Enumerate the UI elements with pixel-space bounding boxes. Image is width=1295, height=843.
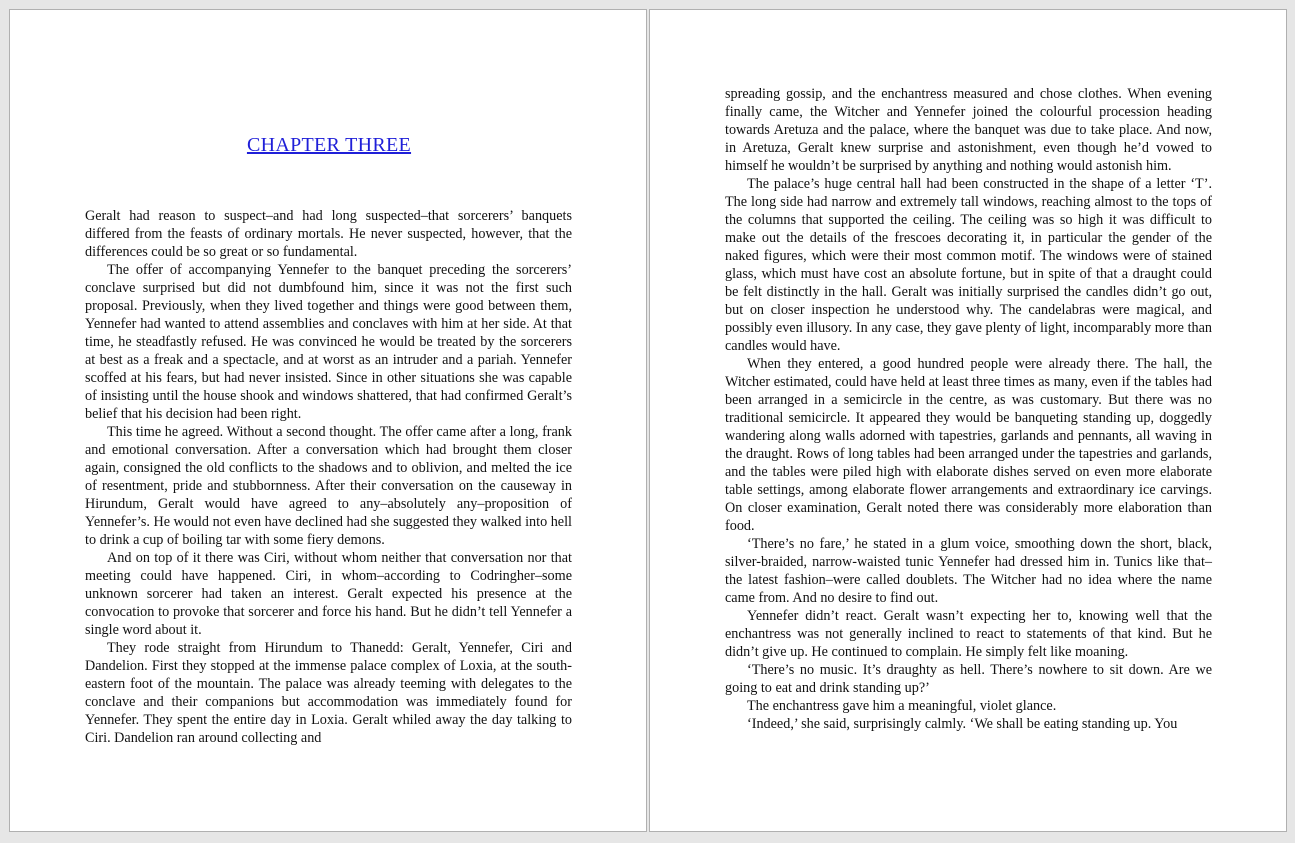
paragraph: The palace’s huge central hall had been constructed in the shape of a letter ‘T’. The long side had narrow and extremely tall windows, reaching almost to the tops of the columns that supported the ceiling. The ceiling was so high it was difficult to make out the details of the frescoes decorating it, in particular the gender of the naked figures, which were their most common motif. The windows were of stained glass, which must have cost an absolute fortune, but in spite of that a draught could be felt distinctly in the hall. Geralt was initially surprised the candles didn’t go out, but on closer inspection he understood why. The candelabras were magical, and possibly even illusory. In any case, they gave plenty of light, incomparably more than candles would have.	[725, 176, 1212, 354]
paragraph: This time he agreed. Without a second thought. The offer came after a long, frank and emotional conversation. After a conversation which had brought them closer again, consigned the old conflicts to the shadows and to oblivion, and melted the ice of resentment, pride and stubbornness. After their conversation on the causeway in Hirundum, Geralt would have agreed to any–absolutely any–proposition of Yennefer’s. He would not even have declined had she suggested they walked into hell to drink a cup of boiling tar with some fiery demons.	[85, 424, 572, 548]
paragraph: ‘Indeed,’ she said, surprisingly calmly. ‘We shall be eating standing up. You	[747, 716, 1178, 732]
paragraph: Geralt had reason to suspect–and had long suspected–that sorcerers’ banquets differed from the feasts of ordinary mortals. He never suspected, however, that the differences could be so great or so fundamental.	[85, 208, 572, 260]
paragraph: The enchantress gave him a meaningful, violet glance.	[747, 698, 1057, 714]
paragraph: ‘There’s no fare,’ he stated in a glum voice, smoothing down the short, black, silver-braided, narrow-waisted tunic Yennefer had dressed him in. Tunics like that–the latest fashion–were called doublets. The Witcher had no idea where the name came from. And no desire to find out.	[725, 536, 1212, 606]
right-page-body	[725, 85, 1212, 733]
paragraph: Yennefer didn’t react. Geralt wasn’t expecting her to, knowing well that the enchantress was not generally inclined to react to statements of that kind. But he didn’t give up. He continued to complain. He simply felt like moaning.	[725, 608, 1212, 660]
paragraph: The offer of accompanying Yennefer to the banquet preceding the sorcerers’ conclave surprised but did not dumbfound him, since it was not the first such proposal. Previously, when they lived together and things were good between them, Yennefer had wanted to attend assemblies and conclaves with him at her side. At that time, he steadfastly refused. He was convinced he would be treated by the sorcerers at best as a freak and a spectacle, and at worst as an intruder and a pariah. Yennefer scoffed at his fears, but had never insisted. Since in other situations she was capable of insisting until the house shook and windows shattered, that had confirmed Geralt’s belief that his decision had been right.	[85, 262, 572, 422]
left-page	[9, 9, 647, 832]
left-page-body	[85, 207, 572, 747]
paragraph: And on top of it there was Ciri, without whom neither that conversation nor that meeting could have happened. Ciri, in whom–according to Codringher–some unknown sorcerer had taken an interest. Geralt expected his presence at the convocation to provoke that sorcerer and force his hand. But he didn’t tell Yennefer a single word about it.	[85, 550, 572, 638]
paragraph: ‘There’s no music. It’s draughty as hell. There’s nowhere to sit down. Are we going to eat and drink standing up?’	[725, 662, 1212, 696]
paragraph: spreading gossip, and the enchantress measured and chose clothes. When evening finally came, the Witcher and Yennefer joined the colourful procession heading towards Aretuza and the palace, where the banquet was due to take place. And now, in Aretuza, Geralt knew surprise and astonishment, even though he’d vowed to himself he wouldn’t be surprised by anything and nothing would astonish him.	[725, 86, 1212, 174]
chapter-title	[10, 134, 647, 157]
right-page	[649, 9, 1287, 832]
chapter-title-link[interactable]: CHAPTER THREE	[246, 134, 412, 156]
paragraph: When they entered, a good hundred people were already there. The hall, the Witcher estimated, could have held at least three times as many, even if the tables had been arranged in a semicircle in the centre, as was customary. But there was no traditional semicircle. It appeared they would be banqueting standing up, doggedly wandering along walls adorned with tapestries, garlands and pennants, all waving in the draught. Rows of long tables had been arranged under the tapestries and garlands, and the tables were piled high with elaborate dishes served on even more elaborate table settings, among elaborate flower arrangements and extraordinary ice carvings. On closer examination, Geralt noted there was considerably more elaboration than food.	[725, 356, 1212, 534]
paragraph: They rode straight from Hirundum to Thanedd: Geralt, Yennefer, Ciri and Dandelion. First they stopped at the immense palace complex of Loxia, at the south-eastern foot of the mountain. The palace was already teeming with delegates to the conclave and their companions but accommodation was immediately found for Yennefer. They spent the entire day in Loxia. Geralt whiled away the day talking to Ciri. Dandelion ran around collecting and	[85, 640, 572, 746]
